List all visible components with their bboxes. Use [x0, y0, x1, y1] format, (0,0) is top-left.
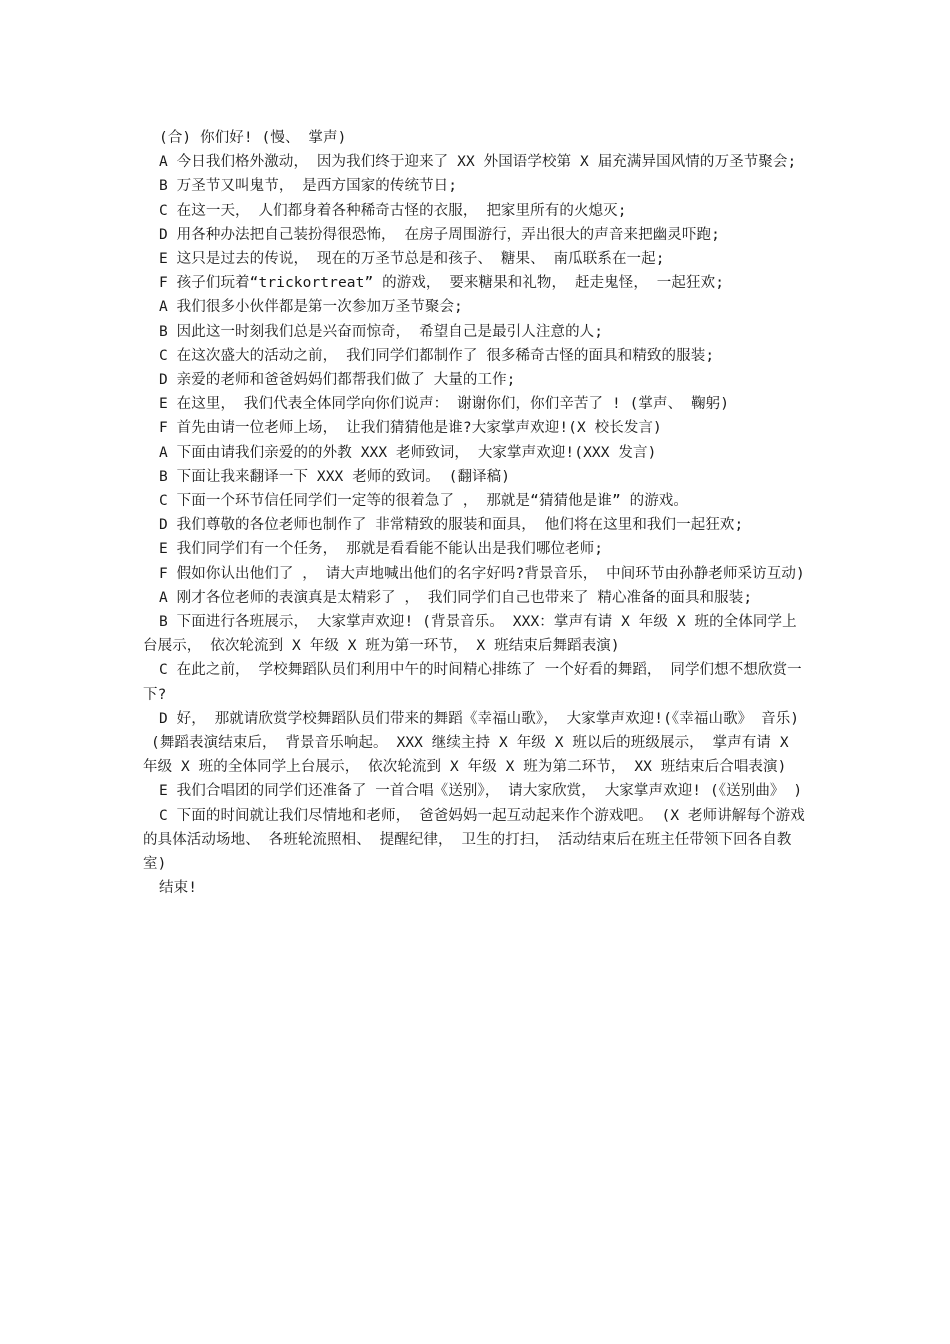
script-line: C 下面一个环节信任同学们一定等的很着急了 ， 那就是“猜猜他是谁” 的游戏。	[159, 493, 689, 510]
script-ending: 结束!	[159, 880, 198, 897]
script-line: E 我们合唱团的同学们还准备了 一首合唱《送别》， 请大家欣赏， 大家掌声欢迎! (《送别曲》 )	[159, 783, 803, 800]
script-line: C 在这一天， 人们都身着各种稀奇古怪的衣服， 把家里所有的火熄灭;	[159, 202, 627, 219]
script-line: C 在此之前， 学校舞蹈队员们利用中午的时间精心排练了 一个好看的舞蹈， 同学们想不想欣赏一下?	[143, 662, 802, 703]
script-line: E 这只是过去的传说， 现在的万圣节总是和孩子、 糖果、 南瓜联系在一起;	[159, 251, 665, 268]
script-line: C 下面的时间就让我们尽情地和老师， 爸爸妈妈一起互动起来作个游戏吧。 (X 老师讲解每个游戏的具体活动场地、 各班轮流照相、 提醒纪律， 卫生的打扫， 活动结束后在班主任带领下回各自教室)	[143, 807, 805, 873]
script-line: F 孩子们玩着“trickortreat” 的游戏， 要来糖果和礼物， 赶走鬼怪， 一起狂欢;	[159, 275, 725, 292]
script-line: A 今日我们格外激动， 因为我们终于迎来了 XX 外国语学校第 X 届充满异国风情的万圣节聚会;	[159, 154, 797, 171]
script-line: D 好， 那就请欣赏学校舞蹈队员们带来的舞蹈《幸福山歌》， 大家掌声欢迎!(《幸福山歌》 音乐)	[159, 710, 800, 727]
script-line: E 我们同学们有一个任务， 那就是看看能不能认出是我们哪位老师;	[159, 541, 604, 558]
script-line: D 亲爱的老师和爸爸妈妈们都帮我们做了 大量的工作;	[159, 372, 516, 389]
script-line: B 下面进行各班展示， 大家掌声欢迎! (背景音乐。 XXX：掌声有请 X 年级 X 班的全体同学上台展示， 依次轮流到 X 年级 X 班为第一环节， X 班结束后舞蹈表演)	[143, 614, 797, 655]
script-text-body	[143, 126, 811, 901]
stage-direction: (舞蹈表演结束后， 背景音乐响起。 XXX 继续主持 X 年级 X 班以后的班级展示， 掌声有请 X 年级 X 班的全体同学上台展示， 依次轮流到 X 年级 X 班为第二环节， XX 班结束后合唱表演)	[143, 735, 789, 776]
script-line: D 我们尊敬的各位老师也制作了 非常精致的服装和面具， 他们将在这里和我们一起狂欢;	[159, 517, 744, 534]
script-line: A 刚才各位老师的表演真是太精彩了 ， 我们同学们自己也带来了 精心准备的面具和服装;	[159, 589, 753, 606]
script-line: B 因此这一时刻我们总是兴奋而惊奇， 希望自己是最引人注意的人;	[159, 323, 604, 340]
script-line: B 万圣节又叫鬼节， 是西方国家的传统节日;	[159, 178, 458, 195]
script-line: D 用各种办法把自己装扮得很恐怖， 在房子周围游行，弄出很大的声音来把幽灵吓跑;	[159, 226, 720, 243]
script-line: A 我们很多小伙伴都是第一次参加万圣节聚会;	[159, 299, 463, 316]
script-line: B 下面让我来翻译一下 XXX 老师的致词。 (翻译稿)	[159, 468, 511, 485]
script-line: E 在这里， 我们代表全体同学向你们说声： 谢谢你们，你们辛苦了 ! (掌声、 鞠躬)	[159, 396, 730, 413]
script-line-opening: (合) 你们好! (慢、 掌声)	[159, 130, 347, 146]
script-line: C 在这次盛大的活动之前， 我们同学们都制作了 很多稀奇古怪的面具和精致的服装;	[159, 347, 715, 364]
script-line: F 假如你认出他们了 ， 请大声地喊出他们的名字好吗?背景音乐， 中间环节由孙静老师采访互动)	[159, 565, 805, 582]
script-line: A 下面由请我们亲爱的的外教 XXX 老师致词， 大家掌声欢迎!(XXX 发言)	[159, 444, 657, 461]
script-line: F 首先由请一位老师上场， 让我们猜猜他是谁?大家掌声欢迎!(X 校长发言)	[159, 420, 662, 437]
